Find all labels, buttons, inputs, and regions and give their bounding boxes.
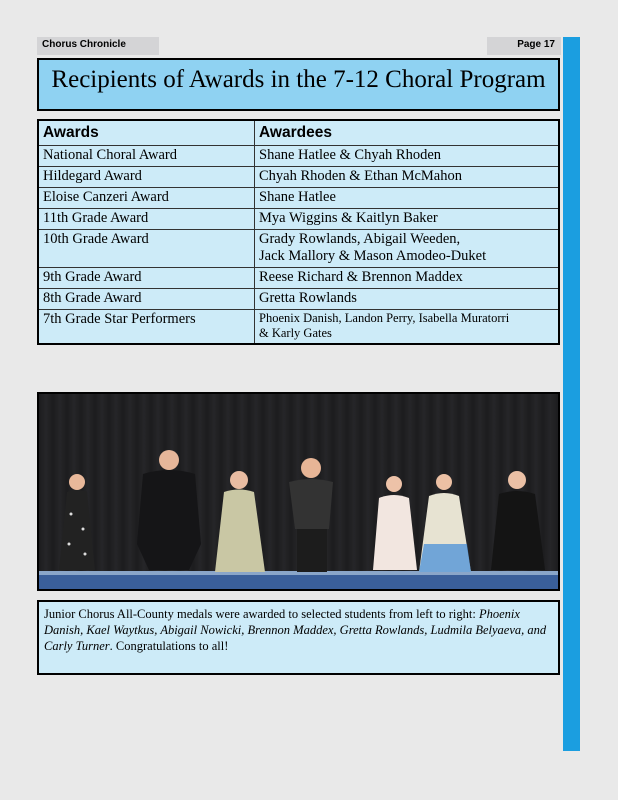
awardees-cell: Gretta Rowlands	[255, 289, 560, 310]
awardees-line: Jack Mallory & Mason Amodeo-Duket	[259, 248, 487, 264]
table-row	[38, 289, 559, 310]
award-cell: Hildegard Award	[38, 167, 255, 188]
award-cell: 7th Grade Star Performers	[38, 310, 255, 345]
table-row	[38, 310, 559, 345]
awardees-line: Grady Rowlands, Abigail Weeden,	[259, 231, 461, 247]
page-number: Page 17	[487, 37, 561, 55]
awardees-cell: Shane Hatlee	[255, 188, 560, 209]
award-cell: 10th Grade Award	[38, 230, 255, 268]
award-cell: 11th Grade Award	[38, 209, 255, 230]
awardees-cell: Reese Richard & Brennon Maddex	[255, 268, 560, 289]
awardees-cell	[255, 230, 560, 268]
stage-photo-illustration	[39, 394, 558, 589]
caption-outro: . Congratulations to all!	[109, 639, 229, 653]
table-header-row	[38, 120, 559, 146]
title-box	[37, 58, 560, 111]
photo-caption	[37, 600, 560, 675]
table-row	[38, 146, 559, 167]
table-row	[38, 167, 559, 188]
group-photo	[37, 392, 560, 591]
awardees-cell: Shane Hatlee & Chyah Rhoden	[255, 146, 560, 167]
table-row	[38, 209, 559, 230]
award-cell: Eloise Canzeri Award	[38, 188, 255, 209]
table-row	[38, 268, 559, 289]
award-cell: 9th Grade Award	[38, 268, 255, 289]
table-row	[38, 188, 559, 209]
caption-intro: Junior Chorus All-County medals were awarded to selected students from left to right:	[44, 607, 476, 621]
column-header-awards: Awards	[38, 120, 255, 146]
awards-table	[37, 119, 560, 345]
awardees-line: & Karly Gates	[259, 326, 332, 340]
award-cell: National Choral Award	[38, 146, 255, 167]
caption-names: Phoenix Danish, Kael Waytkus, Abigail Nowicki, Brennon Maddex, Gretta Rowlands, Ludmila Belyaeva, and Carly Turner	[44, 607, 547, 653]
table-row	[38, 230, 559, 268]
awardees-cell	[255, 310, 560, 345]
award-cell: 8th Grade Award	[38, 289, 255, 310]
column-header-awardees: Awardees	[255, 120, 560, 146]
awardees-cell: Mya Wiggins & Kaitlyn Baker	[255, 209, 560, 230]
awardees-cell: Chyah Rhoden & Ethan McMahon	[255, 167, 560, 188]
page-title: Recipients of Awards in the 7-12 Choral Program	[51, 66, 546, 93]
accent-side-bar	[563, 37, 580, 751]
publication-name: Chorus Chronicle	[37, 37, 159, 55]
awardees-line: Phoenix Danish, Landon Perry, Isabella Muratorri	[259, 311, 510, 325]
